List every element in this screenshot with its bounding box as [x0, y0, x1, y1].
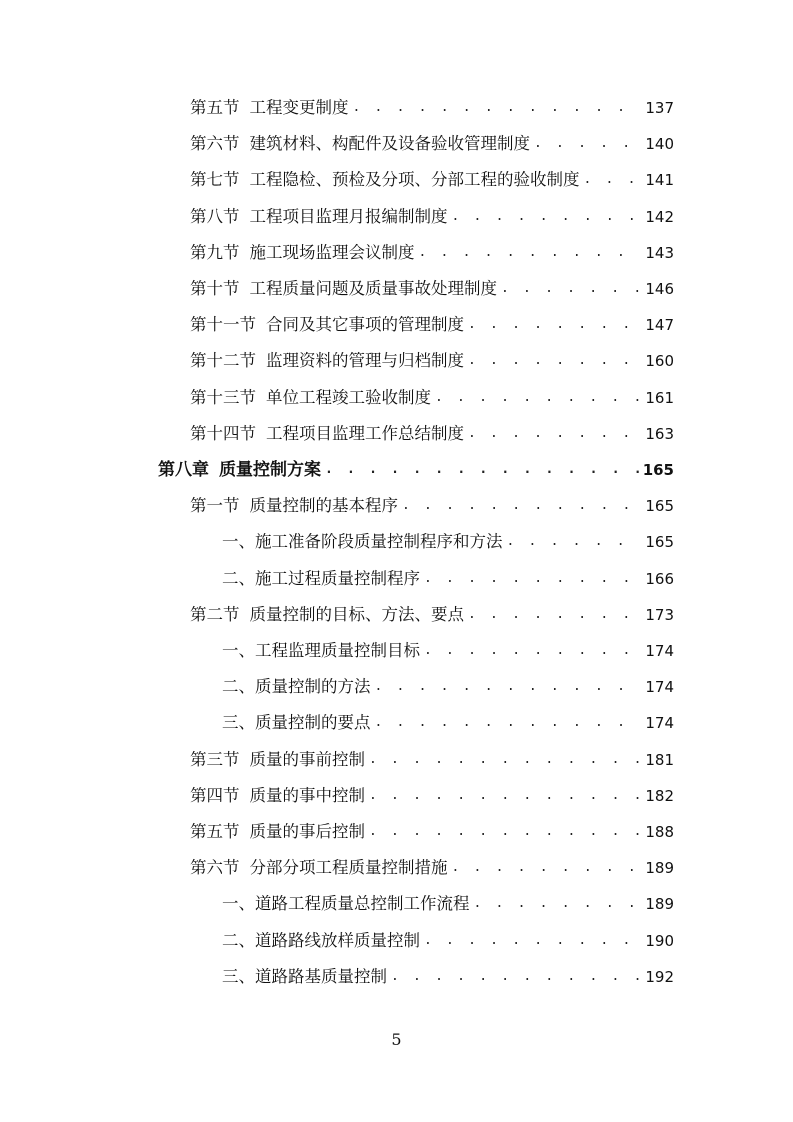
toc-entry-title: 建筑材料、构配件及设备验收管理制度 — [249, 134, 530, 153]
toc-entry[interactable] — [190, 199, 674, 235]
toc-entry-title: 质量控制的目标、方法、要点 — [249, 605, 464, 624]
dot-leader — [468, 605, 641, 625]
toc-entry-title: 质量控制方案 — [219, 460, 321, 480]
toc-entry-page: 189 — [645, 859, 674, 877]
toc-entry[interactable] — [190, 778, 674, 814]
toc-entry-page: 188 — [645, 823, 674, 841]
toc-entry-page: 174 — [645, 678, 674, 696]
toc-entry-page: 141 — [645, 171, 674, 189]
toc-entry[interactable] — [190, 162, 674, 198]
dot-leader — [424, 931, 641, 951]
toc-entry-title: 质量的事后控制 — [249, 822, 365, 841]
toc-entry-number: 第八章 — [158, 460, 209, 480]
toc-entry-title: 质量的事前控制 — [249, 750, 365, 769]
toc-entry-page: 174 — [645, 642, 674, 660]
toc-entry-page: 165 — [645, 497, 674, 515]
toc-entry-title: 单位工程竣工验收制度 — [266, 388, 431, 407]
dot-leader — [424, 569, 641, 589]
toc-entry[interactable] — [222, 923, 674, 959]
toc-entry-page: 163 — [645, 425, 674, 443]
toc-entry[interactable] — [190, 126, 674, 162]
toc-entry-number: 第六节 — [190, 858, 240, 877]
toc-entry-number: 第二节 — [190, 605, 240, 624]
toc-entry-page: 146 — [645, 280, 674, 298]
page-number: 5 — [391, 1030, 402, 1049]
toc-entry[interactable] — [190, 597, 674, 633]
dot-leader — [534, 134, 641, 154]
toc-entry[interactable] — [222, 886, 674, 922]
toc-entry-title: 一、道路工程质量总控制工作流程 — [222, 894, 470, 913]
dot-leader — [369, 750, 641, 770]
toc-entry-title: 工程项目监理月报编制制度 — [249, 207, 448, 226]
toc-entry-title: 二、质量控制的方法 — [222, 677, 371, 696]
dot-leader — [468, 351, 641, 371]
toc-entry[interactable] — [222, 633, 674, 669]
toc-entry-page: 142 — [645, 208, 674, 226]
toc-entry-page: 140 — [645, 135, 674, 153]
dot-leader — [435, 388, 641, 408]
toc-entry-title: 分部分项工程质量控制措施 — [249, 858, 448, 877]
toc-entry-number: 第五节 — [190, 822, 240, 841]
dot-leader — [419, 243, 642, 263]
toc-entry-number: 第十四节 — [190, 424, 256, 443]
dot-leader — [325, 460, 639, 480]
toc-entry-title: 一、施工准备阶段质量控制程序和方法 — [222, 532, 503, 551]
toc-entry[interactable] — [158, 452, 674, 488]
dot-leader — [584, 170, 642, 190]
toc-entry[interactable] — [190, 343, 674, 379]
toc-entry-page: 161 — [645, 389, 674, 407]
dot-leader — [391, 967, 641, 987]
toc-entry-title: 工程变更制度 — [249, 98, 349, 117]
dot-leader — [468, 424, 641, 444]
toc-entry-number: 第十二节 — [190, 351, 256, 370]
dot-leader — [369, 786, 641, 806]
toc-entry[interactable] — [190, 307, 674, 343]
toc-entry-title: 一、工程监理质量控制目标 — [222, 641, 420, 660]
toc-entry-number: 第七节 — [190, 170, 240, 189]
dot-leader — [507, 532, 642, 552]
toc-entry[interactable] — [190, 235, 674, 271]
toc-entry-page: 192 — [645, 968, 674, 986]
toc-entry[interactable] — [190, 90, 674, 126]
toc-entry-page: 137 — [645, 99, 674, 117]
dot-leader — [353, 98, 642, 118]
toc-entry-page: 182 — [645, 787, 674, 805]
toc-entry-title: 三、道路路基质量控制 — [222, 967, 387, 986]
toc-entry[interactable] — [222, 561, 674, 597]
toc-entry-page: 174 — [645, 714, 674, 732]
dot-leader — [452, 207, 642, 227]
toc-entry-title: 二、施工过程质量控制程序 — [222, 569, 420, 588]
toc-entry-page: 165 — [642, 461, 674, 479]
toc-entry-number: 第十三节 — [190, 388, 256, 407]
toc-entry[interactable] — [222, 524, 674, 560]
dot-leader — [452, 858, 642, 878]
toc-entry-page: 190 — [645, 932, 674, 950]
toc-entry-number: 第四节 — [190, 786, 240, 805]
toc-entry-page: 165 — [645, 533, 674, 551]
toc-entry-number: 第十一节 — [190, 315, 256, 334]
toc-entry-number: 第六节 — [190, 134, 240, 153]
toc-entry-number: 第三节 — [190, 750, 240, 769]
toc-entry[interactable] — [190, 742, 674, 778]
dot-leader — [375, 677, 642, 697]
toc-entry-title: 监理资料的管理与归档制度 — [266, 351, 464, 370]
dot-leader — [424, 641, 641, 661]
toc-entry[interactable] — [190, 416, 674, 452]
toc-entry-page: 181 — [645, 751, 674, 769]
toc-entry-page: 143 — [645, 244, 674, 262]
toc-entry[interactable] — [190, 488, 674, 524]
toc-entry-title: 工程项目监理工作总结制度 — [266, 424, 464, 443]
dot-leader — [474, 894, 642, 914]
toc-entry-title: 工程隐检、预检及分项、分部工程的验收制度 — [249, 170, 580, 189]
toc-entry-number: 第九节 — [190, 243, 240, 262]
dot-leader — [375, 713, 642, 733]
toc-entry-number: 第一节 — [190, 496, 240, 515]
toc-entry[interactable] — [190, 380, 674, 416]
toc-entry-title: 质量控制的基本程序 — [249, 496, 398, 515]
toc-entry-number: 第十节 — [190, 279, 240, 298]
toc-entry[interactable] — [222, 669, 674, 705]
toc-entry[interactable] — [222, 705, 674, 741]
dot-leader — [501, 279, 641, 299]
toc-entry-title: 工程质量问题及质量事故处理制度 — [249, 279, 497, 298]
toc-entry[interactable] — [190, 814, 674, 850]
toc-entry-number: 第八节 — [190, 207, 240, 226]
toc-entry-page: 147 — [645, 316, 674, 334]
toc-entry-title: 施工现场监理会议制度 — [249, 243, 415, 262]
toc-entry-title: 二、道路路线放样质量控制 — [222, 931, 420, 950]
toc-entry-page: 160 — [645, 352, 674, 370]
toc-entry-title: 三、质量控制的要点 — [222, 713, 371, 732]
toc-entry-page: 189 — [645, 895, 674, 913]
dot-leader — [468, 315, 641, 335]
toc-entry-title: 合同及其它事项的管理制度 — [266, 315, 464, 334]
toc-entry-page: 166 — [645, 570, 674, 588]
toc-entry[interactable] — [222, 959, 674, 995]
dot-leader — [402, 496, 641, 516]
toc-entry-number: 第五节 — [190, 98, 240, 117]
toc-entry-title: 质量的事中控制 — [249, 786, 365, 805]
toc-entry[interactable] — [190, 271, 674, 307]
dot-leader — [369, 822, 641, 842]
toc-entry[interactable] — [190, 850, 674, 886]
toc-entry-page: 173 — [645, 606, 674, 624]
